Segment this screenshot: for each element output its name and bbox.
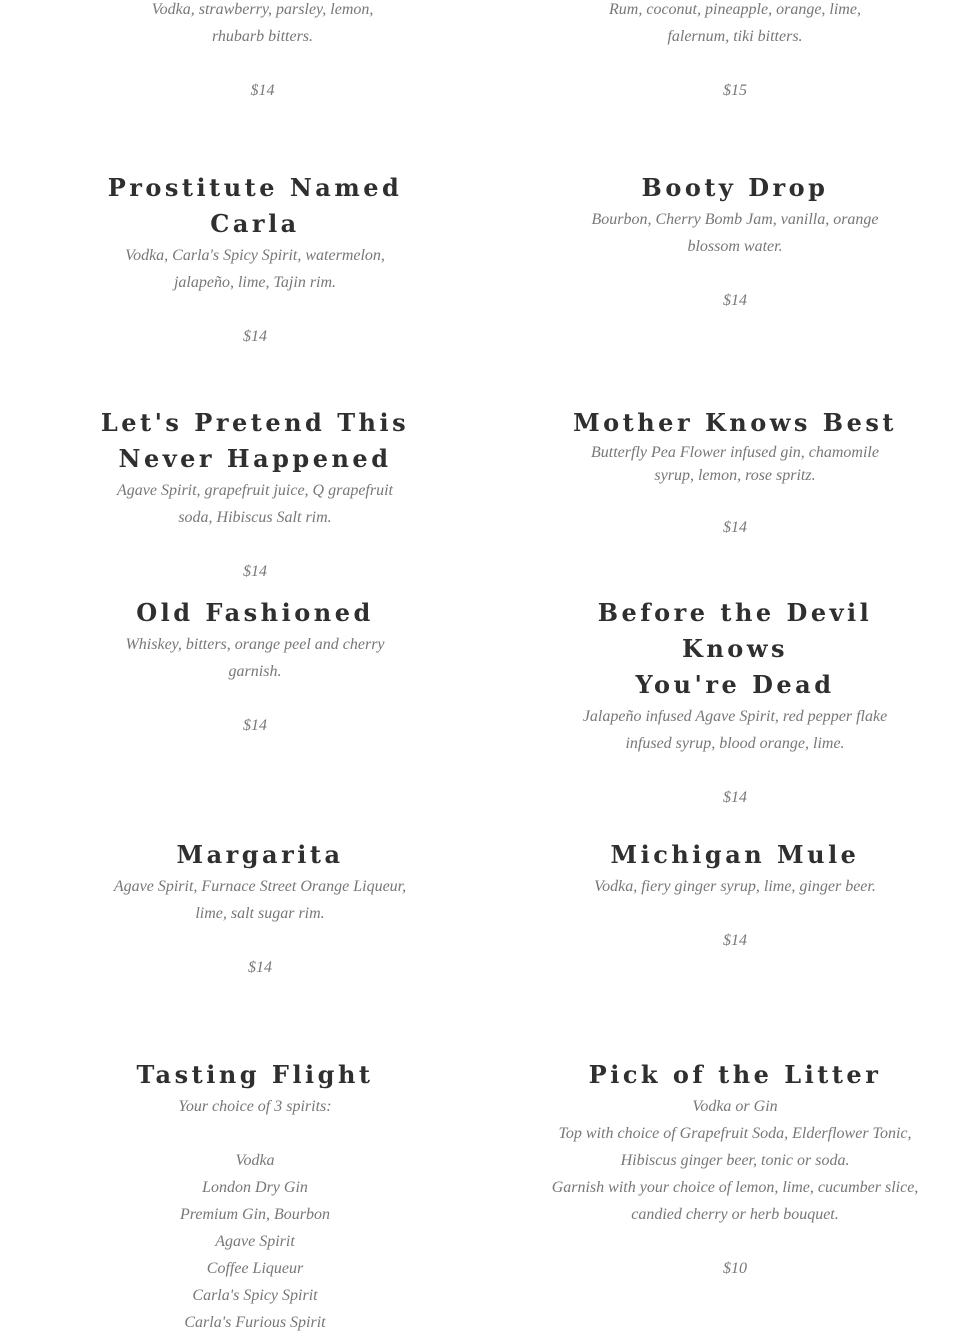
item-description — [95, 242, 415, 296]
description-line: Jalapeño infused Agave Spirit, red pepper flake — [582, 708, 888, 725]
menu-item — [560, 405, 910, 541]
spirit-option: Vodka — [235, 1152, 275, 1169]
menu-item — [560, 837, 910, 954]
item-title: Booty Drop — [641, 173, 829, 202]
item-price: $14 — [243, 717, 267, 734]
menu-item — [545, 1057, 925, 1282]
spirit-option: Agave Spirit — [215, 1233, 295, 1250]
item-title: Michigan Mule — [610, 840, 860, 869]
menu-item — [90, 0, 435, 104]
menu-item — [95, 1057, 415, 1336]
spirit-option: Premium Gin, Bourbon — [179, 1206, 331, 1223]
spirit-option: London Dry Gin — [202, 1179, 308, 1196]
description-line: Agave Spirit, grapefruit juice, Q grapefruit — [117, 482, 393, 499]
menu-item — [560, 0, 910, 104]
item-description — [90, 873, 430, 927]
description-line: candied cherry or herb bouquet. — [631, 1206, 839, 1223]
item-price: $14 — [723, 789, 747, 806]
title-line: Before the Devil Knows — [597, 598, 873, 663]
description-line: Vodka, strawberry, parsley, lemon, — [151, 1, 374, 18]
description-line: Hibiscus ginger beer, tonic or soda. — [620, 1152, 850, 1169]
menu-item — [95, 405, 415, 585]
item-price: $15 — [723, 82, 747, 99]
item-description — [555, 703, 915, 757]
description-line: Vodka, fiery ginger syrup, lime, ginger beer. — [594, 878, 876, 895]
title-line: Prostitute Named — [107, 173, 403, 202]
item-title — [95, 405, 415, 477]
menu-item — [95, 595, 415, 739]
description-line: garnish. — [228, 663, 282, 680]
item-price: $14 — [723, 519, 747, 536]
description-line: Top with choice of Grapefruit Soda, Elderflower Tonic, — [558, 1125, 912, 1142]
item-description — [560, 206, 910, 260]
item-title: Pick of the Litter — [588, 1060, 882, 1089]
item-price: $14 — [243, 563, 267, 580]
description-line: Your choice of 3 spirits: — [178, 1098, 332, 1115]
item-description — [95, 631, 415, 685]
spirit-option: Carla's Furious Spirit — [184, 1314, 326, 1331]
item-title: Mother Knows Best — [573, 408, 897, 437]
description-line: Vodka, Carla's Spicy Spirit, watermelon, — [125, 247, 385, 264]
menu-item — [95, 170, 415, 350]
item-price: $14 — [250, 82, 275, 99]
description-line: Agave Spirit, Furnace Street Orange Liqueur, — [113, 878, 407, 895]
spirit-option: Coffee Liqueur — [206, 1260, 304, 1277]
title-line: Never Happened — [118, 444, 392, 473]
description-line: infused syrup, blood orange, lime. — [625, 735, 845, 752]
description-line: soda, Hibiscus Salt rim. — [178, 509, 332, 526]
menu-item — [90, 837, 430, 981]
title-line: Let's Pretend This — [100, 408, 410, 437]
description-line: Bourbon, Cherry Bomb Jam, vanilla, orange — [591, 211, 879, 228]
item-description — [560, 441, 910, 487]
description-line: Rum, coconut, pineapple, orange, lime, — [609, 1, 861, 18]
description-line: rhubarb bitters. — [211, 28, 314, 45]
description-line: jalapeño, lime, Tajin rim. — [173, 274, 337, 291]
item-description — [90, 0, 435, 50]
item-price: $14 — [723, 932, 747, 949]
description-line: syrup, lemon, rose spritz. — [654, 467, 816, 484]
item-price: $14 — [723, 292, 747, 309]
item-description — [95, 477, 415, 531]
item-description — [560, 873, 910, 900]
spirit-option: Carla's Spicy Spirit — [192, 1287, 318, 1304]
description-line: lime, salt sugar rim. — [195, 905, 325, 922]
item-title: Old Fashioned — [136, 598, 374, 627]
title-line: Carla — [210, 209, 300, 238]
item-title: Margarita — [176, 840, 344, 869]
item-title: Tasting Flight — [136, 1060, 374, 1089]
menu-item — [560, 170, 910, 314]
item-description — [560, 0, 910, 50]
description-line: Whiskey, bitters, orange peel and cherry — [125, 636, 385, 653]
menu-item — [555, 595, 915, 811]
title-line: You're Dead — [635, 670, 835, 699]
description-line: blossom water. — [687, 238, 783, 255]
item-description — [95, 1093, 415, 1336]
item-price: $14 — [243, 328, 267, 345]
description-line: Garnish with your choice of lemon, lime, cucumber slice, — [551, 1179, 919, 1196]
item-title — [555, 595, 915, 703]
description-line: Vodka or Gin — [692, 1098, 778, 1115]
item-price: $10 — [723, 1260, 747, 1277]
description-line: Butterfly Pea Flower infused gin, chamomile — [591, 444, 879, 461]
item-description — [545, 1093, 925, 1228]
item-price: $14 — [248, 959, 272, 976]
description-line: falernum, tiki bitters. — [667, 28, 803, 45]
item-title — [95, 170, 415, 242]
